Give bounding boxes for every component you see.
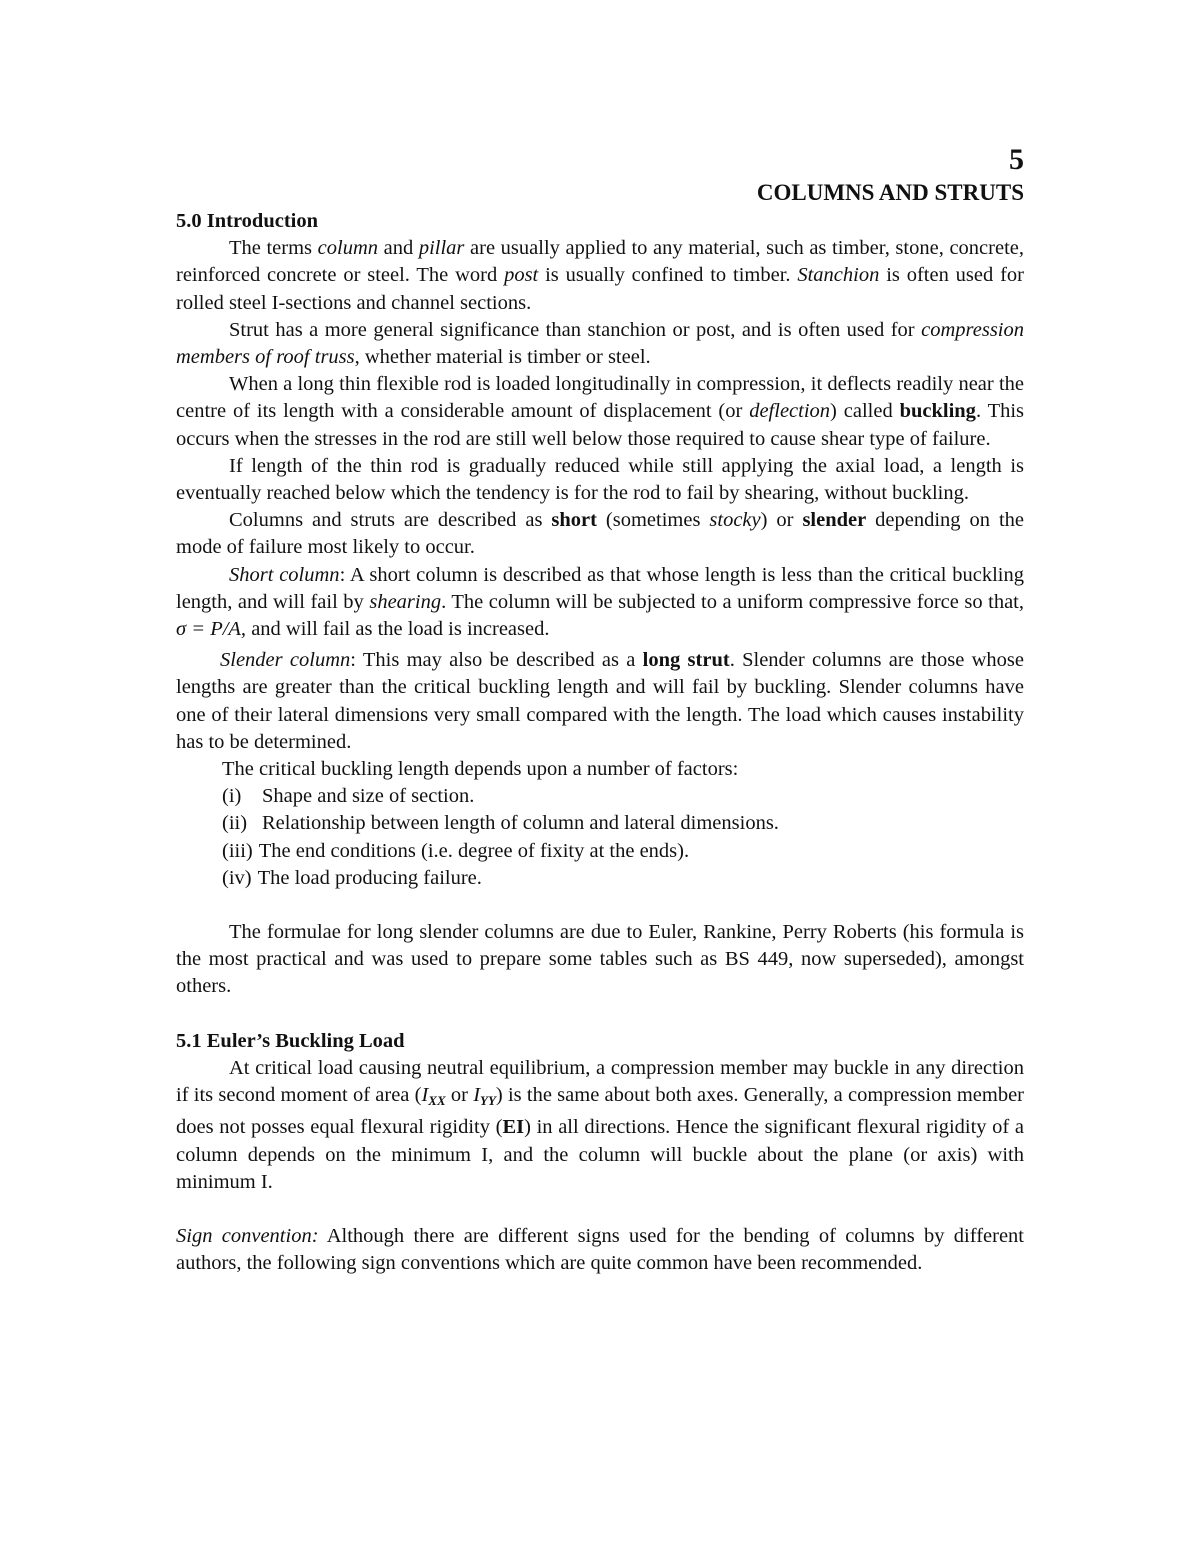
text: . Slender columns are those whose lengths are greater than the critical buckling length and will fail by buckling. Slender columns have one of their lateral dimensions very small compared with the length. The load which causes instability has to be determined. [176, 649, 1024, 753]
paragraph-strut [176, 317, 1024, 371]
text: : This may also be described as a [350, 649, 643, 672]
emphasis: Short column [229, 563, 340, 586]
emphasis: pillar [418, 237, 465, 260]
text: Although there are different signs used for the bending of columns by different authors, the following sign conventions which are quite common have been recommended. [176, 1224, 1024, 1275]
text: depending on the mode of failure most likely to occur. [176, 509, 1025, 559]
list-number: (i) [222, 785, 242, 808]
text: At critical load causing neutral equilibrium, a compression member may buckle in any direction if its second moment of area ( [176, 1056, 1024, 1107]
text: or [445, 1084, 474, 1107]
bold-term: short [551, 509, 597, 532]
emphasis: shearing [369, 590, 442, 613]
list-number: (iii) [222, 839, 253, 862]
text: ) or [760, 509, 803, 532]
text: Columns and struts are described as [229, 509, 552, 532]
spacer [176, 1001, 1024, 1028]
emphasis: deflection [749, 400, 831, 423]
text: Strut has a more general significance than stanchion or post, and is often used for [229, 318, 922, 341]
section-heading-euler: 5.1 Euler’s Buckling Load [176, 1029, 405, 1052]
paragraph-sign-convention [176, 1223, 1024, 1277]
bold-term: long strut [642, 649, 730, 672]
text: and [378, 237, 419, 260]
text: ) called [830, 400, 900, 423]
section-heading-introduction: 5.0 Introduction [176, 210, 319, 232]
symbol: I [473, 1084, 481, 1107]
list-item [176, 810, 1024, 837]
paragraph-critical-load [176, 1055, 1024, 1196]
paragraph-short-slender [176, 507, 1024, 561]
subscript: XX [428, 1093, 446, 1109]
list-text: Shape and size of section. [262, 785, 475, 808]
paragraph-buckling [176, 371, 1024, 453]
bold-term: buckling [899, 400, 976, 423]
text: are usually applied to any material, such as timber, stone, concrete, reinforced concrete or steel. The word [176, 237, 1024, 287]
list-text: Relationship between length of column and lateral dimensions. [262, 812, 779, 835]
list-item [176, 865, 1024, 892]
text: . This occurs when the stresses in the rod are still well below those required to cause shear type of failure. [176, 400, 1025, 450]
emphasis: stocky [709, 509, 761, 532]
paragraph-length-reduced: If length of the thin rod is gradually reduced while still applying the axial load, a length is eventually reached below which the tendency is for the rod to fail by shearing, without buckling. [176, 454, 1024, 505]
subscript: YY [480, 1093, 496, 1109]
emphasis: compression members of roof truss [176, 318, 1024, 369]
emphasis: post [504, 264, 539, 287]
paragraph-slender-column [176, 647, 1024, 756]
emphasis: Sign convention: [176, 1224, 319, 1247]
text: is often used for rolled steel I-sections and channel sections. [176, 264, 1024, 314]
text: , whether material is timber or steel. [354, 346, 651, 369]
list-text: The load producing failure. [257, 866, 482, 889]
emphasis: Stanchion [797, 264, 880, 287]
list-item [176, 783, 1024, 810]
text: ) in all directions. Hence the significant flexural rigidity of a column depends on the minimum I, and the column will buckle about the plane (or axis) with minimum I. [176, 1116, 1024, 1193]
page-content [176, 142, 1024, 1277]
chapter-title: COLUMNS AND STRUTS [756, 180, 1024, 205]
factors-list [176, 783, 1024, 892]
list-item [176, 838, 1024, 865]
chapter-number: 5 [1009, 143, 1024, 176]
spacer [176, 892, 1024, 919]
emphasis: column [317, 237, 379, 260]
list-text: The end conditions (i.e. degree of fixity at the ends). [258, 839, 690, 862]
spacer [176, 1196, 1024, 1223]
text: : A short column is described as that whose length is less than the critical buckling length, and will fail by [176, 563, 1025, 613]
text: . The column will be subjected to a uniform compressive force so that, [441, 590, 1025, 613]
bold-term: slender [802, 509, 867, 532]
text: (sometimes [596, 509, 710, 532]
bold-term: EI [502, 1116, 525, 1139]
paragraph-factors-intro: The critical buckling length depends upon a number of factors: [222, 758, 739, 781]
text: and will fail as the load is increased. [246, 618, 550, 641]
text: The terms [229, 237, 318, 260]
text: is usually confined to timber. [538, 264, 798, 287]
text: ) is the same about both axes. Generally, a compression member does not posses equal flexural rigidity ( [176, 1084, 1025, 1139]
list-number: (ii) [222, 812, 248, 835]
formula: σ = P/A, [176, 618, 247, 641]
paragraph-terms [176, 235, 1024, 317]
text: When a long thin flexible rod is loaded longitudinally in compression, it deflects readily near the centre of its length with a considerable amount of displacement (or [176, 373, 1024, 423]
symbol: I [421, 1084, 429, 1107]
emphasis: Slender column [220, 649, 351, 672]
paragraph-formulae: The formulae for long slender columns are due to Euler, Rankine, Perry Roberts (his formula is the most practical and was used to prepare some tables such as BS 449, now superseded), amongst others. [176, 921, 1024, 998]
paragraph-short-column [176, 562, 1024, 644]
list-number: (iv) [222, 866, 252, 889]
